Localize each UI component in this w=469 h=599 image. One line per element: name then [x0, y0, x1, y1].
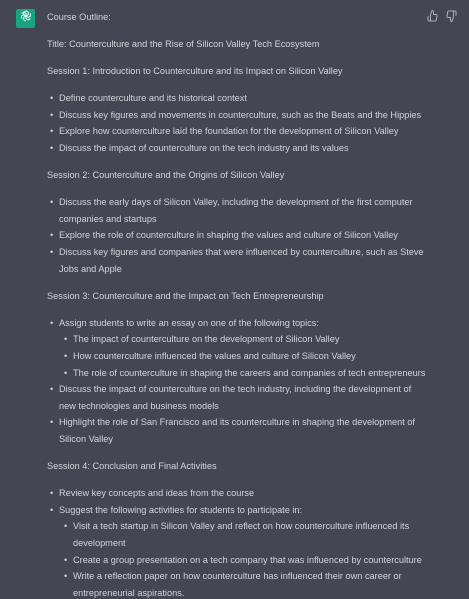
session-4-heading: Session 4: Conclusion and Final Activities	[47, 461, 217, 472]
session-1-list	[47, 90, 427, 156]
sublist-item: • Write a reflection paper on how counterculture has influenced their own career or entrepreneurial aspirations.	[61, 568, 427, 599]
list-item: • Explore the role of counterculture in shaping the values and culture of Silicon Valley	[47, 227, 427, 244]
session-4-list	[47, 485, 427, 599]
sublist-item: • Create a group presentation on a tech company that was influenced by counterculture	[61, 552, 427, 569]
outline-heading: Course Outline:	[47, 12, 111, 22]
list-item: • Discuss the early days of Silicon Valley, including the development of the first computer companies and startups	[47, 194, 427, 227]
list-item: • Explore how counterculture laid the foundation for the development of Silicon Valley	[47, 123, 427, 140]
session-3-heading: Session 3: Counterculture and the Impact on Tech Entrepreneurship	[47, 290, 324, 301]
thumbs-down-icon[interactable]	[445, 10, 457, 22]
sublist-item: • The role of counterculture in shaping the careers and companies of tech entrepreneurs	[61, 365, 427, 382]
list-item: • Review key concepts and ideas from the course	[47, 485, 427, 502]
list-item: • Define counterculture and its historical context	[47, 90, 427, 107]
session-1-heading: Session 1: Introduction to Counterculture and its Impact on Silicon Valley	[47, 66, 343, 77]
list-item-text: Assign students to write an essay on one of the following topics:	[59, 317, 319, 328]
session-2-list	[47, 194, 427, 277]
list-item: • Discuss the impact of counterculture on the tech industry, including the development of new technologies and business models	[47, 381, 427, 414]
list-item: • Highlight the role of San Francisco and its counterculture in shaping the development of Silicon Valley	[47, 414, 427, 447]
list-item: • Discuss key figures and movements in counterculture, such as the Beats and the Hippies	[47, 107, 427, 124]
openai-logo-icon	[19, 9, 33, 29]
list-item	[47, 315, 427, 381]
message-actions	[427, 10, 457, 22]
thumbs-up-icon[interactable]	[427, 10, 439, 22]
assistant-message	[47, 9, 427, 599]
sublist-item: • The impact of counterculture on the development of Silicon Valley	[61, 331, 427, 348]
sublist-item: • Visit a tech startup in Silicon Valley and reflect on how counterculture influenced its development	[61, 518, 427, 551]
list-item: • Discuss key figures and companies that were influenced by counterculture, such as Steve Jobs and Apple	[47, 244, 427, 277]
session-3-list	[47, 315, 427, 448]
sublist-item: • How counterculture influenced the values and culture of Silicon Valley	[61, 348, 427, 365]
list-item	[47, 502, 427, 599]
list-item: • Discuss the impact of counterculture on the tech industry and its values	[47, 140, 427, 157]
session-4-sublist	[59, 518, 427, 599]
assistant-avatar	[16, 9, 35, 28]
list-item-text: Suggest the following activities for students to participate in:	[59, 504, 303, 515]
session-2-heading: Session 2: Counterculture and the Origins of Silicon Valley	[47, 170, 285, 181]
session-3-sublist	[59, 331, 427, 381]
course-title: Title: Counterculture and the Rise of Silicon Valley Tech Ecosystem	[47, 39, 320, 50]
